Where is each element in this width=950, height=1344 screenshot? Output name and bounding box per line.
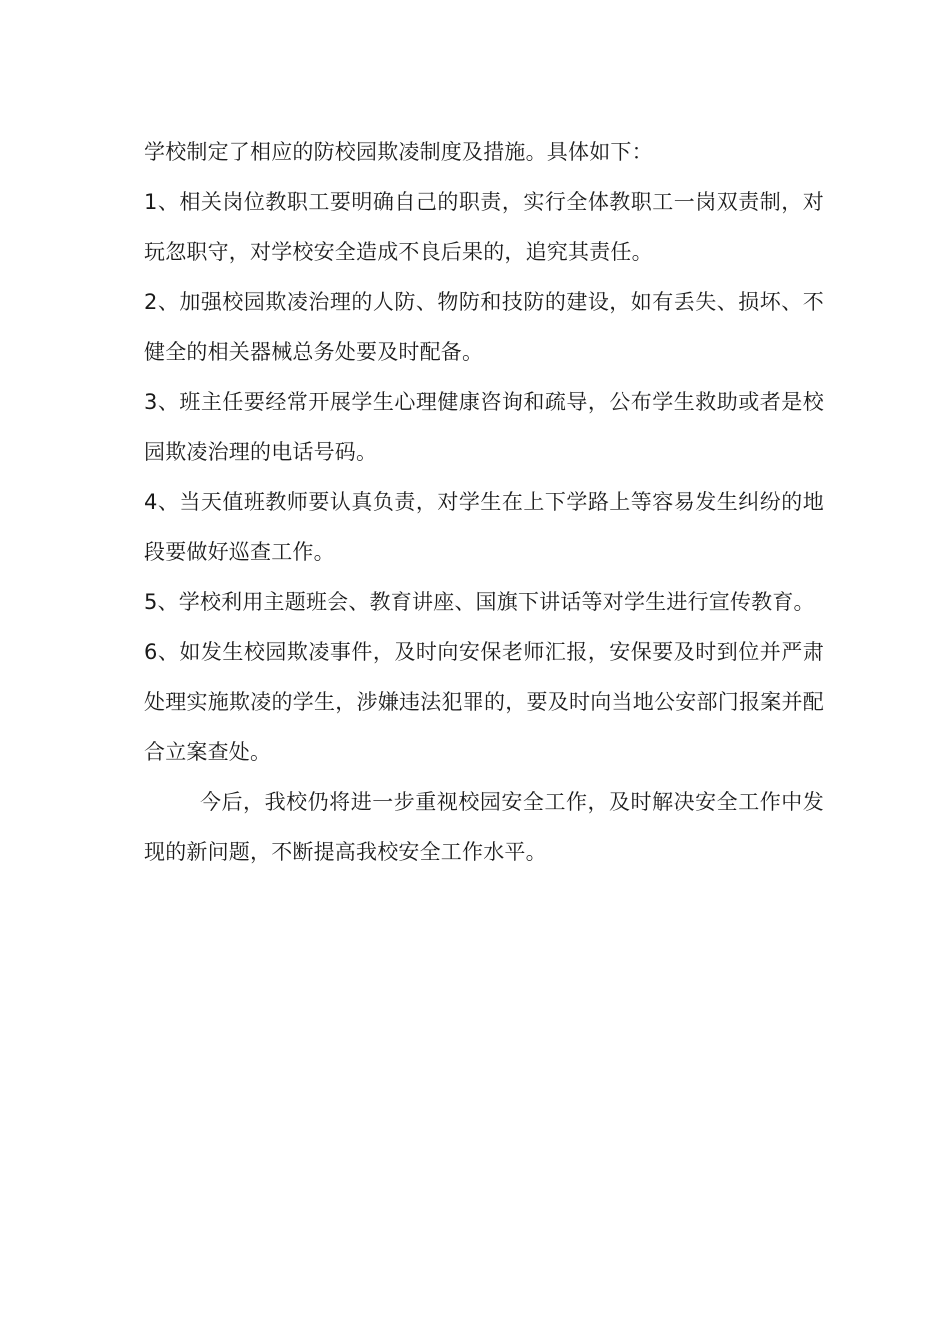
measure-item-4: 4、当天值班教师要认真负责，对学生在上下学路上等容易发生纠纷的地段要做好巡查工作。 bbox=[144, 490, 824, 564]
intro-paragraph: 学校制定了相应的防校园欺凌制度及措施。具体如下： bbox=[144, 140, 653, 164]
measure-item-3: 3、班主任要经常开展学生心理健康咨询和疏导，公布学生救助或者是校园欺凌治理的电话号码。 bbox=[144, 390, 824, 464]
measure-item-6: 6、如发生校园欺凌事件，及时向安保老师汇报，安保要及时到位并严肃处理实施欺凌的学生，涉嫌违法犯罪的，要及时向当地公安部门报案并配合立案查处。 bbox=[144, 640, 824, 764]
measure-item-2: 2、加强校园欺凌治理的人防、物防和技防的建设，如有丢失、损坏、不健全的相关器械总务处要及时配备。 bbox=[144, 290, 824, 364]
closing-paragraph: 今后，我校仍将进一步重视校园安全工作，及时解决安全工作中发现的新问题，不断提高我校安全工作水平。 bbox=[144, 790, 824, 864]
measure-item-5: 5、学校利用主题班会、教育讲座、国旗下讲话等对学生进行宣传教育。 bbox=[144, 590, 815, 614]
document-body bbox=[144, 127, 824, 877]
measure-item-1: 1、相关岗位教职工要明确自己的职责，实行全体教职工一岗双责制，对玩忽职守，对学校安全造成不良后果的，追究其责任。 bbox=[144, 190, 824, 264]
